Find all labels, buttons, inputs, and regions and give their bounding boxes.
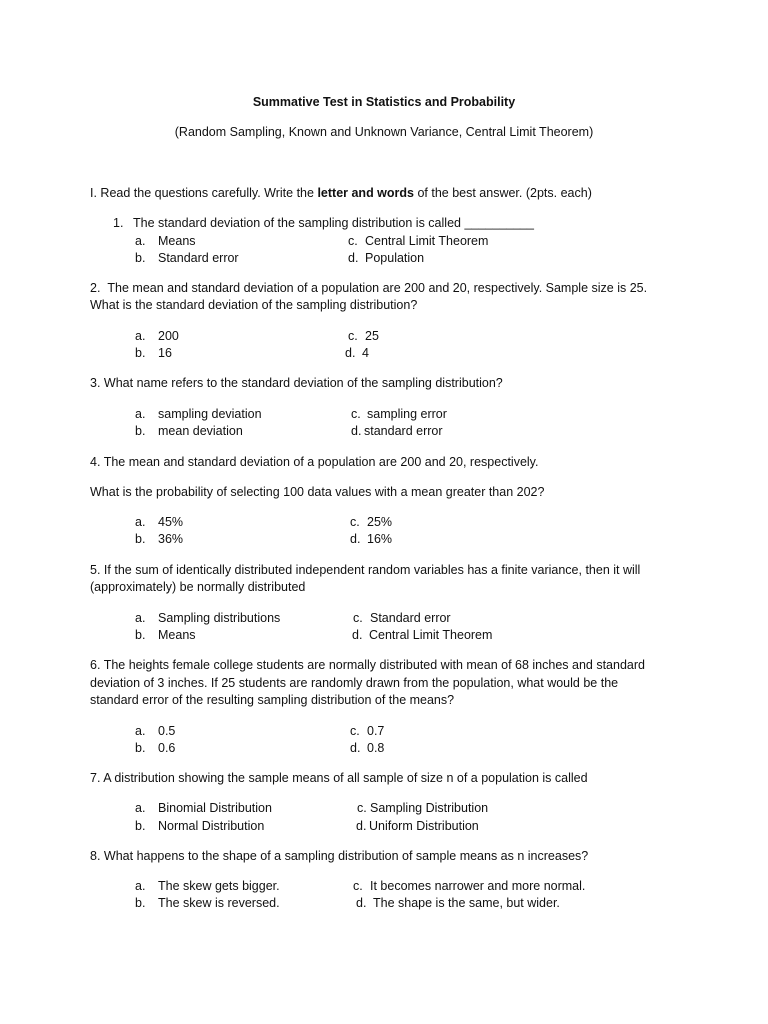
choice-d: d. Population bbox=[348, 251, 425, 265]
choice-c: c. 25% bbox=[350, 515, 393, 529]
choice-c: c. 25 bbox=[348, 329, 379, 343]
question-8-stem bbox=[90, 849, 588, 863]
question-7-stem bbox=[90, 771, 588, 785]
choice-c: c. Sampling Distribution bbox=[357, 801, 489, 815]
choice-a: a. 45% bbox=[135, 515, 184, 529]
question-4-line-2: What is the probability of selecting 100 data values with a mean greater than 202? bbox=[90, 485, 545, 499]
instructions-prefix: I. Read the questions carefully. Write the bbox=[90, 186, 318, 200]
choice-c: c. It becomes narrower and more normal. bbox=[353, 879, 586, 893]
question-3-stem bbox=[90, 376, 503, 390]
question-number: 5. bbox=[90, 563, 101, 577]
choice-c: c. Standard error bbox=[353, 611, 451, 625]
question-number: 6. bbox=[90, 658, 101, 672]
question-2-line-2: What is the standard deviation of the sampling distribution? bbox=[90, 298, 418, 312]
question-5-stem bbox=[90, 563, 640, 577]
question-number: 8. bbox=[90, 849, 101, 863]
choice-d: d. Uniform Distribution bbox=[356, 819, 479, 833]
choice-b: b. Means bbox=[135, 628, 196, 642]
choice-b: b. Standard error bbox=[135, 251, 239, 265]
question-1-stem bbox=[113, 216, 534, 230]
question-text: What name refers to the standard deviation of the sampling distribution? bbox=[103, 376, 503, 390]
choice-a: a. Means bbox=[135, 234, 196, 248]
question-text: A distribution showing the sample means of all sample of size n of a population is called bbox=[103, 771, 588, 785]
choice-a: a. 200 bbox=[135, 329, 179, 343]
choice-d: d. 16% bbox=[350, 532, 393, 546]
choice-d: d. Central Limit Theorem bbox=[352, 628, 493, 642]
question-5-line-2: (approximately) be normally distributed bbox=[90, 580, 306, 594]
question-text: The heights female college students are normally distributed with mean of 68 inches and standard bbox=[103, 658, 645, 672]
question-6-stem bbox=[90, 658, 645, 672]
choice-b: b. mean deviation bbox=[135, 424, 243, 438]
choice-d: d. The shape is the same, but wider. bbox=[356, 896, 560, 910]
choice-c: c. sampling error bbox=[351, 407, 447, 421]
question-text: The mean and standard deviation of a population are 200 and 20, respectively. Sample size is 25. bbox=[107, 281, 648, 295]
choice-b: b. 36% bbox=[135, 532, 184, 546]
page-title: Summative Test in Statistics and Probability bbox=[252, 95, 516, 109]
question-text: The standard deviation of the sampling distribution is called __________ bbox=[133, 216, 534, 230]
page-subtitle: (Random Sampling, Known and Unknown Variance, Central Limit Theorem) bbox=[174, 125, 594, 139]
choice-a: a. The skew gets bigger. bbox=[135, 879, 280, 893]
question-4-stem bbox=[90, 455, 538, 469]
choice-d: d. 4 bbox=[345, 346, 369, 360]
choice-b: b. 16 bbox=[135, 346, 172, 360]
instructions-suffix: of the best answer. (2pts. each) bbox=[413, 186, 592, 200]
question-text: If the sum of identically distributed independent random variables has a finite variance, then it will bbox=[103, 563, 641, 577]
question-text: The mean and standard deviation of a population are 200 and 20, respectively. bbox=[103, 455, 539, 469]
question-number: 7. bbox=[90, 771, 101, 785]
choice-c: c. Central Limit Theorem bbox=[348, 234, 489, 248]
choice-a: a. sampling deviation bbox=[135, 407, 262, 421]
choice-b: b. Normal Distribution bbox=[135, 819, 265, 833]
choice-a: a. 0.5 bbox=[135, 724, 176, 738]
choice-c: c. 0.7 bbox=[350, 724, 385, 738]
choice-d: d. standard error bbox=[351, 424, 443, 438]
question-number: 3. bbox=[90, 376, 101, 390]
instructions-bold: letter and words bbox=[317, 186, 414, 200]
question-6-line-2: deviation of 3 inches. If 25 students are randomly drawn from the population, what would be the bbox=[90, 676, 619, 690]
instructions bbox=[90, 186, 592, 200]
choice-b: b. 0.6 bbox=[135, 741, 176, 755]
question-6-line-3: standard error of the resulting sampling distribution of the means? bbox=[90, 693, 455, 707]
question-text: What happens to the shape of a sampling distribution of sample means as n increases? bbox=[103, 849, 589, 863]
question-2-stem bbox=[90, 281, 647, 295]
choice-a: a. Sampling distributions bbox=[135, 611, 281, 625]
choice-a: a. Binomial Distribution bbox=[135, 801, 272, 815]
question-number: 2. bbox=[90, 281, 101, 295]
choice-d: d. 0.8 bbox=[350, 741, 385, 755]
question-number: 4. bbox=[90, 455, 101, 469]
choice-b: b. The skew is reversed. bbox=[135, 896, 280, 910]
question-number: 1. bbox=[113, 216, 124, 230]
